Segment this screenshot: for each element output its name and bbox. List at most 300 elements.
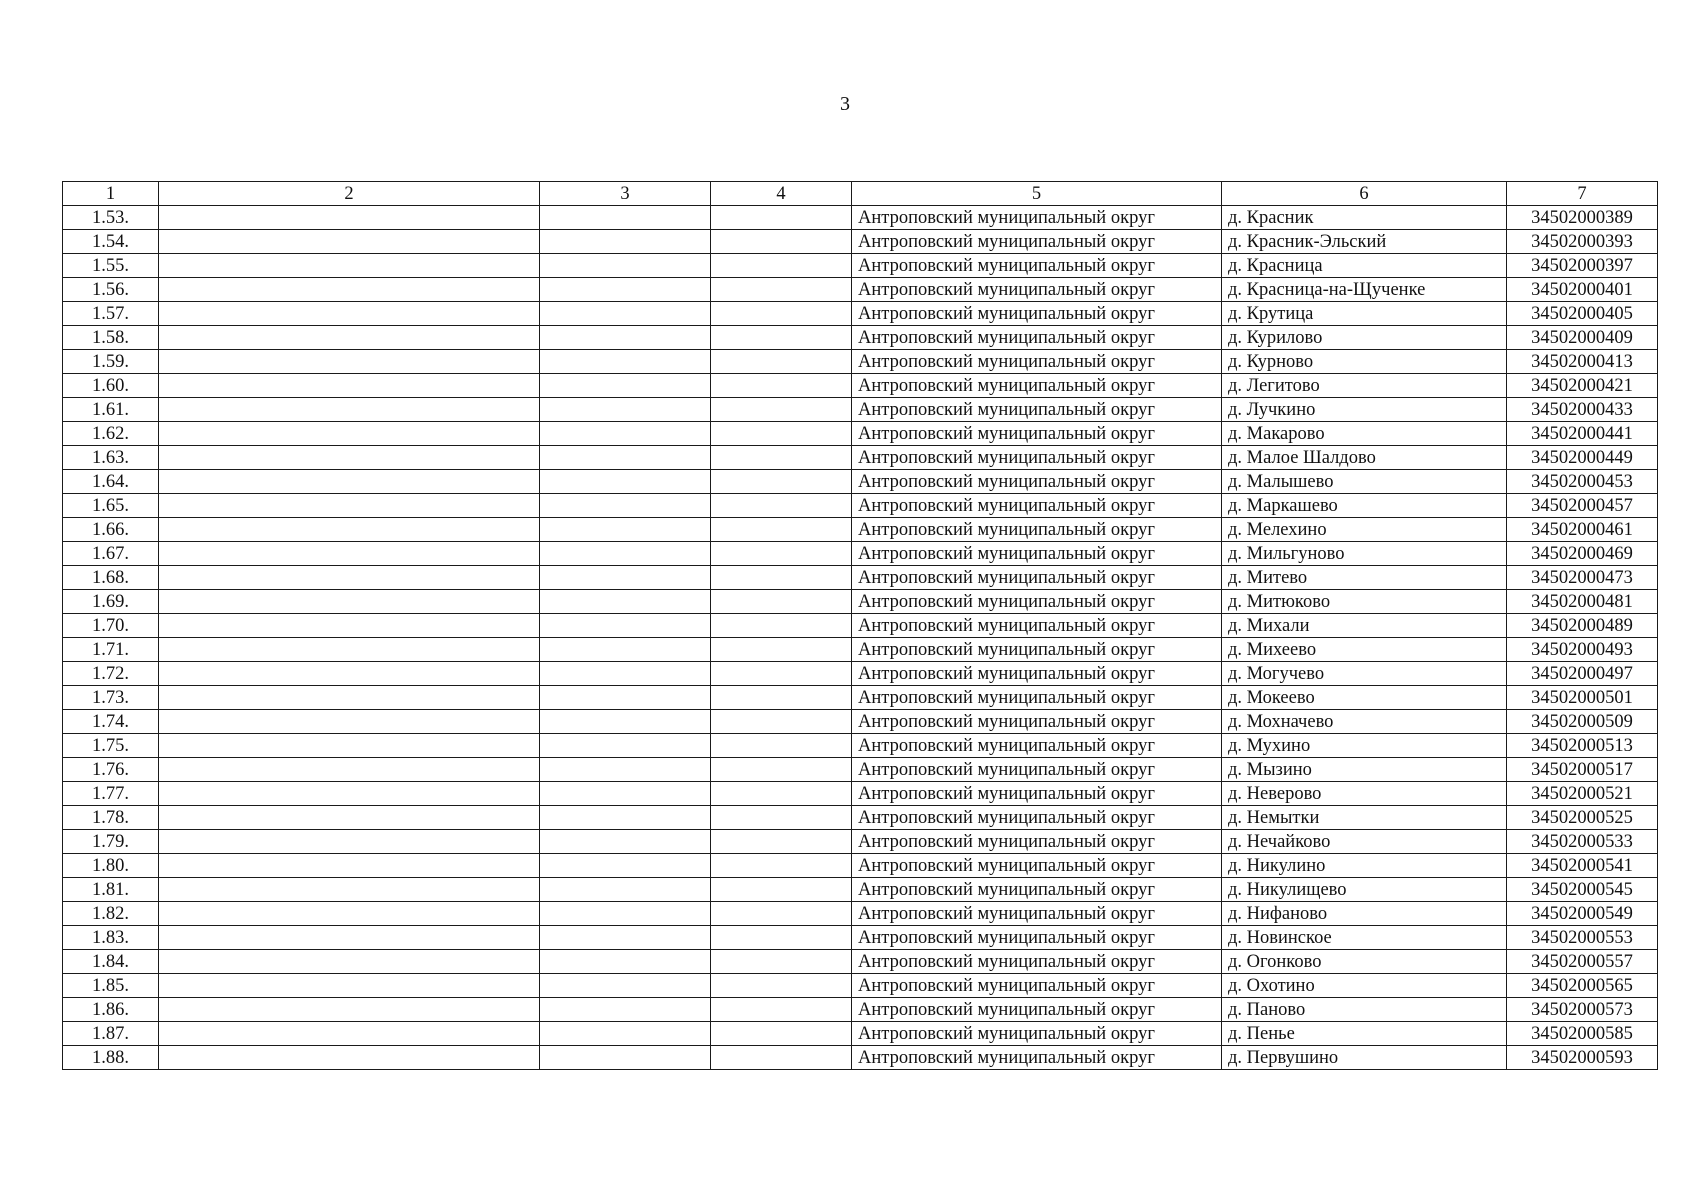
- page-number: 3: [840, 93, 850, 115]
- table-row: [63, 734, 1658, 758]
- row-number: 1.53.: [63, 206, 159, 230]
- empty-cell-col2: [159, 206, 540, 230]
- table-row: [63, 782, 1658, 806]
- table-row: [63, 590, 1658, 614]
- table-row: [63, 854, 1658, 878]
- table-row: [63, 494, 1658, 518]
- empty-cell-col4: [711, 542, 852, 566]
- empty-cell-col3: [540, 974, 711, 998]
- settlement-name: д. Мохначево: [1222, 710, 1507, 734]
- settlement-name: д. Мухино: [1222, 734, 1507, 758]
- row-number: 1.71.: [63, 638, 159, 662]
- table-row: [63, 326, 1658, 350]
- oktmo-code: 34502000469: [1507, 542, 1658, 566]
- settlement-name: д. Маркашево: [1222, 494, 1507, 518]
- table-row: [63, 206, 1658, 230]
- oktmo-code: 34502000473: [1507, 566, 1658, 590]
- settlement-name: д. Крутица: [1222, 302, 1507, 326]
- settlement-name: д. Первушино: [1222, 1046, 1507, 1070]
- settlement-name: д. Красник: [1222, 206, 1507, 230]
- municipal-district: Антроповский муниципальный округ: [852, 638, 1222, 662]
- settlement-name: д. Малое Шалдово: [1222, 446, 1507, 470]
- empty-cell-col3: [540, 1022, 711, 1046]
- oktmo-code: 34502000453: [1507, 470, 1658, 494]
- empty-cell-col2: [159, 302, 540, 326]
- empty-cell-col3: [540, 398, 711, 422]
- row-number: 1.59.: [63, 350, 159, 374]
- settlement-name: д. Курилово: [1222, 326, 1507, 350]
- empty-cell-col4: [711, 518, 852, 542]
- municipal-district: Антроповский муниципальный округ: [852, 350, 1222, 374]
- oktmo-code: 34502000461: [1507, 518, 1658, 542]
- row-number: 1.77.: [63, 782, 159, 806]
- column-header-1: 1: [63, 182, 159, 206]
- table-row: [63, 302, 1658, 326]
- oktmo-code: 34502000405: [1507, 302, 1658, 326]
- table-row: [63, 758, 1658, 782]
- settlement-name: д. Макарово: [1222, 422, 1507, 446]
- table-row: [63, 878, 1658, 902]
- empty-cell-col2: [159, 974, 540, 998]
- empty-cell-col3: [540, 950, 711, 974]
- empty-cell-col3: [540, 782, 711, 806]
- settlement-name: д. Никулищево: [1222, 878, 1507, 902]
- row-number: 1.81.: [63, 878, 159, 902]
- settlements-table: [62, 181, 1658, 1070]
- settlement-name: д. Митево: [1222, 566, 1507, 590]
- empty-cell-col4: [711, 710, 852, 734]
- municipal-district: Антроповский муниципальный округ: [852, 374, 1222, 398]
- empty-cell-col4: [711, 902, 852, 926]
- empty-cell-col4: [711, 1046, 852, 1070]
- empty-cell-col4: [711, 230, 852, 254]
- oktmo-code: 34502000401: [1507, 278, 1658, 302]
- empty-cell-col3: [540, 758, 711, 782]
- oktmo-code: 34502000593: [1507, 1046, 1658, 1070]
- empty-cell-col4: [711, 662, 852, 686]
- table-row: [63, 638, 1658, 662]
- empty-cell-col2: [159, 662, 540, 686]
- oktmo-code: 34502000509: [1507, 710, 1658, 734]
- settlement-name: д. Никулино: [1222, 854, 1507, 878]
- row-number: 1.82.: [63, 902, 159, 926]
- empty-cell-col4: [711, 854, 852, 878]
- empty-cell-col2: [159, 374, 540, 398]
- empty-cell-col2: [159, 446, 540, 470]
- row-number: 1.73.: [63, 686, 159, 710]
- settlement-name: д. Михеево: [1222, 638, 1507, 662]
- row-number: 1.54.: [63, 230, 159, 254]
- municipal-district: Антроповский муниципальный округ: [852, 566, 1222, 590]
- empty-cell-col4: [711, 974, 852, 998]
- municipal-district: Антроповский муниципальный округ: [852, 902, 1222, 926]
- table-row: [63, 566, 1658, 590]
- municipal-district: Антроповский муниципальный округ: [852, 398, 1222, 422]
- settlement-name: д. Митюково: [1222, 590, 1507, 614]
- settlement-name: д. Мызино: [1222, 758, 1507, 782]
- empty-cell-col2: [159, 686, 540, 710]
- empty-cell-col2: [159, 782, 540, 806]
- row-number: 1.61.: [63, 398, 159, 422]
- empty-cell-col3: [540, 830, 711, 854]
- empty-cell-col4: [711, 590, 852, 614]
- row-number: 1.58.: [63, 326, 159, 350]
- empty-cell-col4: [711, 758, 852, 782]
- oktmo-code: 34502000553: [1507, 926, 1658, 950]
- municipal-district: Антроповский муниципальный округ: [852, 758, 1222, 782]
- municipal-district: Антроповский муниципальный округ: [852, 782, 1222, 806]
- empty-cell-col4: [711, 998, 852, 1022]
- settlement-name: д. Михали: [1222, 614, 1507, 638]
- municipal-district: Антроповский муниципальный округ: [852, 806, 1222, 830]
- municipal-district: Антроповский муниципальный округ: [852, 926, 1222, 950]
- row-number: 1.87.: [63, 1022, 159, 1046]
- table-header: [63, 182, 1658, 206]
- empty-cell-col2: [159, 326, 540, 350]
- oktmo-code: 34502000449: [1507, 446, 1658, 470]
- oktmo-code: 34502000441: [1507, 422, 1658, 446]
- oktmo-code: 34502000545: [1507, 878, 1658, 902]
- table-row: [63, 1022, 1658, 1046]
- oktmo-code: 34502000501: [1507, 686, 1658, 710]
- table-row: [63, 518, 1658, 542]
- empty-cell-col4: [711, 278, 852, 302]
- table-row: [63, 470, 1658, 494]
- table-row: [63, 254, 1658, 278]
- empty-cell-col2: [159, 734, 540, 758]
- municipal-district: Антроповский муниципальный округ: [852, 542, 1222, 566]
- oktmo-code: 34502000525: [1507, 806, 1658, 830]
- table-row: [63, 350, 1658, 374]
- empty-cell-col3: [540, 518, 711, 542]
- empty-cell-col3: [540, 206, 711, 230]
- empty-cell-col3: [540, 710, 711, 734]
- oktmo-code: 34502000413: [1507, 350, 1658, 374]
- empty-cell-col3: [540, 278, 711, 302]
- row-number: 1.83.: [63, 926, 159, 950]
- empty-cell-col3: [540, 254, 711, 278]
- table-row: [63, 1046, 1658, 1070]
- table-row: [63, 998, 1658, 1022]
- row-number: 1.64.: [63, 470, 159, 494]
- empty-cell-col2: [159, 590, 540, 614]
- empty-cell-col2: [159, 854, 540, 878]
- settlement-name: д. Могучево: [1222, 662, 1507, 686]
- table-row: [63, 230, 1658, 254]
- empty-cell-col2: [159, 878, 540, 902]
- column-header-5: 5: [852, 182, 1222, 206]
- empty-cell-col3: [540, 494, 711, 518]
- settlement-name: д. Красница-на-Щученке: [1222, 278, 1507, 302]
- municipal-district: Антроповский муниципальный округ: [852, 590, 1222, 614]
- row-number: 1.80.: [63, 854, 159, 878]
- table-row: [63, 542, 1658, 566]
- empty-cell-col4: [711, 566, 852, 590]
- settlement-name: д. Нечайково: [1222, 830, 1507, 854]
- settlement-name: д. Красник-Эльский: [1222, 230, 1507, 254]
- empty-cell-col4: [711, 470, 852, 494]
- row-number: 1.75.: [63, 734, 159, 758]
- row-number: 1.79.: [63, 830, 159, 854]
- table-row: [63, 398, 1658, 422]
- oktmo-code: 34502000421: [1507, 374, 1658, 398]
- municipal-district: Антроповский муниципальный округ: [852, 254, 1222, 278]
- row-number: 1.86.: [63, 998, 159, 1022]
- empty-cell-col3: [540, 734, 711, 758]
- empty-cell-col2: [159, 902, 540, 926]
- empty-cell-col4: [711, 494, 852, 518]
- table-row: [63, 950, 1658, 974]
- settlement-name: д. Немытки: [1222, 806, 1507, 830]
- settlement-name: д. Мокеево: [1222, 686, 1507, 710]
- table-row: [63, 278, 1658, 302]
- empty-cell-col4: [711, 950, 852, 974]
- municipal-district: Антроповский муниципальный округ: [852, 494, 1222, 518]
- municipal-district: Антроповский муниципальный округ: [852, 302, 1222, 326]
- empty-cell-col3: [540, 422, 711, 446]
- empty-cell-col3: [540, 998, 711, 1022]
- empty-cell-col4: [711, 422, 852, 446]
- column-header-7: 7: [1507, 182, 1658, 206]
- table-row: [63, 974, 1658, 998]
- settlement-name: д. Малышево: [1222, 470, 1507, 494]
- settlement-name: д. Пенье: [1222, 1022, 1507, 1046]
- empty-cell-col3: [540, 614, 711, 638]
- empty-cell-col3: [540, 470, 711, 494]
- empty-cell-col4: [711, 734, 852, 758]
- empty-cell-col2: [159, 950, 540, 974]
- empty-cell-col3: [540, 542, 711, 566]
- column-header-6: 6: [1222, 182, 1507, 206]
- settlement-name: д. Легитово: [1222, 374, 1507, 398]
- oktmo-code: 34502000541: [1507, 854, 1658, 878]
- row-number: 1.63.: [63, 446, 159, 470]
- municipal-district: Антроповский муниципальный округ: [852, 998, 1222, 1022]
- municipal-district: Антроповский муниципальный округ: [852, 230, 1222, 254]
- row-number: 1.65.: [63, 494, 159, 518]
- municipal-district: Антроповский муниципальный округ: [852, 614, 1222, 638]
- municipal-district: Антроповский муниципальный округ: [852, 422, 1222, 446]
- municipal-district: Антроповский муниципальный округ: [852, 950, 1222, 974]
- table-row: [63, 806, 1658, 830]
- table-row: [63, 374, 1658, 398]
- empty-cell-col4: [711, 326, 852, 350]
- empty-cell-col2: [159, 470, 540, 494]
- empty-cell-col4: [711, 446, 852, 470]
- empty-cell-col3: [540, 806, 711, 830]
- empty-cell-col2: [159, 278, 540, 302]
- table-row: [63, 830, 1658, 854]
- empty-cell-col2: [159, 350, 540, 374]
- municipal-district: Антроповский муниципальный округ: [852, 854, 1222, 878]
- municipal-district: Антроповский муниципальный округ: [852, 278, 1222, 302]
- empty-cell-col4: [711, 254, 852, 278]
- empty-cell-col2: [159, 998, 540, 1022]
- row-number: 1.56.: [63, 278, 159, 302]
- row-number: 1.60.: [63, 374, 159, 398]
- settlement-name: д. Новинское: [1222, 926, 1507, 950]
- oktmo-code: 34502000585: [1507, 1022, 1658, 1046]
- empty-cell-col3: [540, 1046, 711, 1070]
- row-number: 1.55.: [63, 254, 159, 278]
- empty-cell-col3: [540, 878, 711, 902]
- empty-cell-col3: [540, 326, 711, 350]
- settlement-name: д. Красница: [1222, 254, 1507, 278]
- municipal-district: Антроповский муниципальный округ: [852, 662, 1222, 686]
- empty-cell-col2: [159, 494, 540, 518]
- row-number: 1.66.: [63, 518, 159, 542]
- empty-cell-col2: [159, 1022, 540, 1046]
- empty-cell-col2: [159, 230, 540, 254]
- row-number: 1.57.: [63, 302, 159, 326]
- municipal-district: Антроповский муниципальный округ: [852, 878, 1222, 902]
- table-row: [63, 926, 1658, 950]
- row-number: 1.70.: [63, 614, 159, 638]
- oktmo-code: 34502000533: [1507, 830, 1658, 854]
- settlement-name: д. Нифаново: [1222, 902, 1507, 926]
- table-row: [63, 614, 1658, 638]
- empty-cell-col3: [540, 446, 711, 470]
- empty-cell-col3: [540, 350, 711, 374]
- oktmo-code: 34502000457: [1507, 494, 1658, 518]
- empty-cell-col4: [711, 806, 852, 830]
- oktmo-code: 34502000513: [1507, 734, 1658, 758]
- row-number: 1.84.: [63, 950, 159, 974]
- empty-cell-col2: [159, 926, 540, 950]
- header-row: [63, 182, 1658, 206]
- settlement-name: д. Лучкино: [1222, 398, 1507, 422]
- municipal-district: Антроповский муниципальный округ: [852, 206, 1222, 230]
- settlement-name: д. Охотино: [1222, 974, 1507, 998]
- row-number: 1.85.: [63, 974, 159, 998]
- oktmo-code: 34502000493: [1507, 638, 1658, 662]
- empty-cell-col4: [711, 350, 852, 374]
- empty-cell-col3: [540, 590, 711, 614]
- municipal-district: Антроповский муниципальный округ: [852, 830, 1222, 854]
- municipal-district: Антроповский муниципальный округ: [852, 518, 1222, 542]
- settlement-name: д. Курново: [1222, 350, 1507, 374]
- oktmo-code: 34502000393: [1507, 230, 1658, 254]
- empty-cell-col4: [711, 782, 852, 806]
- empty-cell-col2: [159, 1046, 540, 1070]
- oktmo-code: 34502000397: [1507, 254, 1658, 278]
- table-row: [63, 422, 1658, 446]
- row-number: 1.78.: [63, 806, 159, 830]
- row-number: 1.72.: [63, 662, 159, 686]
- empty-cell-col2: [159, 758, 540, 782]
- column-header-4: 4: [711, 182, 852, 206]
- empty-cell-col3: [540, 374, 711, 398]
- oktmo-code: 34502000481: [1507, 590, 1658, 614]
- table-row: [63, 662, 1658, 686]
- row-number: 1.67.: [63, 542, 159, 566]
- table-row: [63, 710, 1658, 734]
- column-header-2: 2: [159, 182, 540, 206]
- oktmo-code: 34502000517: [1507, 758, 1658, 782]
- empty-cell-col4: [711, 1022, 852, 1046]
- oktmo-code: 34502000409: [1507, 326, 1658, 350]
- empty-cell-col4: [711, 878, 852, 902]
- table-row: [63, 686, 1658, 710]
- empty-cell-col2: [159, 254, 540, 278]
- oktmo-code: 34502000565: [1507, 974, 1658, 998]
- row-number: 1.88.: [63, 1046, 159, 1070]
- municipal-district: Антроповский муниципальный округ: [852, 1046, 1222, 1070]
- empty-cell-col3: [540, 902, 711, 926]
- empty-cell-col3: [540, 854, 711, 878]
- empty-cell-col3: [540, 230, 711, 254]
- empty-cell-col4: [711, 614, 852, 638]
- empty-cell-col4: [711, 830, 852, 854]
- row-number: 1.62.: [63, 422, 159, 446]
- empty-cell-col2: [159, 638, 540, 662]
- empty-cell-col3: [540, 926, 711, 950]
- empty-cell-col2: [159, 614, 540, 638]
- empty-cell-col3: [540, 302, 711, 326]
- settlement-name: д. Неверово: [1222, 782, 1507, 806]
- municipal-district: Антроповский муниципальный округ: [852, 710, 1222, 734]
- municipal-district: Антроповский муниципальный округ: [852, 1022, 1222, 1046]
- oktmo-code: 34502000573: [1507, 998, 1658, 1022]
- empty-cell-col3: [540, 566, 711, 590]
- empty-cell-col4: [711, 374, 852, 398]
- empty-cell-col2: [159, 518, 540, 542]
- oktmo-code: 34502000489: [1507, 614, 1658, 638]
- empty-cell-col2: [159, 566, 540, 590]
- oktmo-code: 34502000557: [1507, 950, 1658, 974]
- empty-cell-col3: [540, 662, 711, 686]
- empty-cell-col4: [711, 926, 852, 950]
- table-row: [63, 446, 1658, 470]
- empty-cell-col2: [159, 398, 540, 422]
- empty-cell-col2: [159, 542, 540, 566]
- row-number: 1.69.: [63, 590, 159, 614]
- oktmo-code: 34502000433: [1507, 398, 1658, 422]
- empty-cell-col3: [540, 686, 711, 710]
- oktmo-code: 34502000549: [1507, 902, 1658, 926]
- empty-cell-col2: [159, 806, 540, 830]
- municipal-district: Антроповский муниципальный округ: [852, 470, 1222, 494]
- table-body: [63, 206, 1658, 1070]
- empty-cell-col4: [711, 686, 852, 710]
- column-header-3: 3: [540, 182, 711, 206]
- municipal-district: Антроповский муниципальный округ: [852, 686, 1222, 710]
- row-number: 1.68.: [63, 566, 159, 590]
- row-number: 1.76.: [63, 758, 159, 782]
- oktmo-code: 34502000521: [1507, 782, 1658, 806]
- empty-cell-col4: [711, 206, 852, 230]
- municipal-district: Антроповский муниципальный округ: [852, 446, 1222, 470]
- settlement-name: д. Мильгуново: [1222, 542, 1507, 566]
- empty-cell-col2: [159, 422, 540, 446]
- settlement-name: д. Огонково: [1222, 950, 1507, 974]
- municipal-district: Антроповский муниципальный округ: [852, 734, 1222, 758]
- empty-cell-col3: [540, 638, 711, 662]
- municipal-district: Антроповский муниципальный округ: [852, 326, 1222, 350]
- settlement-name: д. Паново: [1222, 998, 1507, 1022]
- empty-cell-col4: [711, 302, 852, 326]
- municipal-district: Антроповский муниципальный округ: [852, 974, 1222, 998]
- oktmo-code: 34502000497: [1507, 662, 1658, 686]
- empty-cell-col2: [159, 710, 540, 734]
- empty-cell-col2: [159, 830, 540, 854]
- row-number: 1.74.: [63, 710, 159, 734]
- empty-cell-col4: [711, 398, 852, 422]
- oktmo-code: 34502000389: [1507, 206, 1658, 230]
- table-row: [63, 902, 1658, 926]
- empty-cell-col4: [711, 638, 852, 662]
- settlement-name: д. Мелехино: [1222, 518, 1507, 542]
